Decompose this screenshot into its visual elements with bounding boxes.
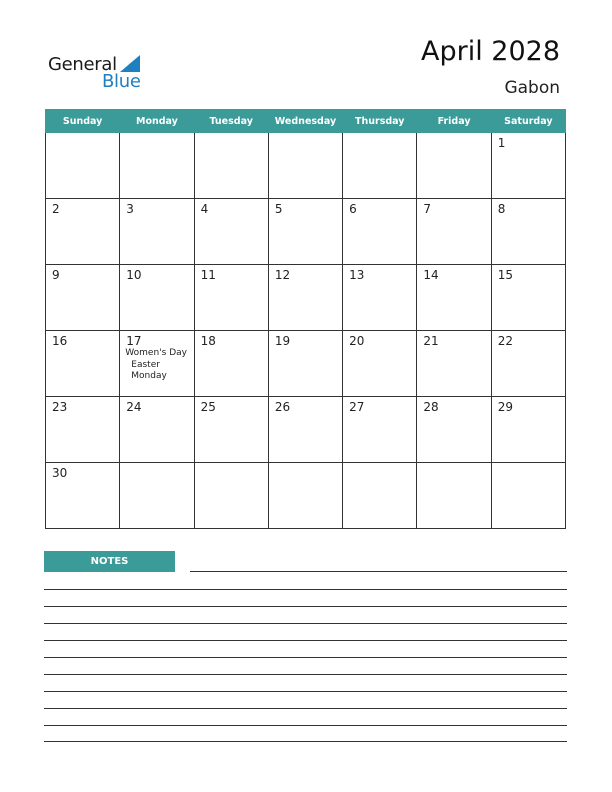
week-row — [46, 133, 566, 199]
notes-line — [44, 725, 567, 726]
page-title: April 2028 — [420, 36, 560, 67]
weekday-header: Sunday — [46, 110, 120, 133]
day-cell — [194, 265, 268, 331]
day-number: 12 — [274, 268, 291, 282]
day-cell — [417, 133, 491, 199]
day-cell — [194, 331, 268, 397]
day-number: 11 — [200, 268, 216, 282]
day-cell — [268, 133, 342, 199]
notes-label: NOTES — [44, 551, 175, 572]
day-cell — [343, 133, 417, 199]
day-number: 14 — [423, 268, 439, 282]
day-cell — [194, 463, 268, 529]
day-cell — [120, 463, 194, 529]
day-cell — [120, 397, 194, 463]
day-cell — [491, 133, 565, 199]
day-number: 3 — [126, 202, 134, 216]
week-row — [46, 265, 566, 331]
day-cell — [194, 133, 268, 199]
day-cell — [491, 265, 565, 331]
week-row — [46, 397, 566, 463]
day-cell — [343, 265, 417, 331]
day-number: 24 — [126, 400, 142, 414]
weekday-header: Friday — [417, 110, 491, 133]
day-cell — [491, 199, 565, 265]
day-cell — [417, 463, 491, 529]
weekday-header: Tuesday — [194, 110, 268, 133]
country-name: Gabon — [504, 78, 560, 98]
calendar-grid — [45, 109, 566, 529]
day-number: 29 — [497, 400, 513, 414]
day-cell — [46, 199, 120, 265]
notes-line — [44, 691, 567, 692]
logo-general-text: General — [48, 54, 117, 75]
day-number: 30 — [52, 466, 68, 480]
day-cell — [343, 331, 417, 397]
day-cell — [491, 463, 565, 529]
day-cell — [194, 397, 268, 463]
notes-line — [44, 589, 567, 590]
day-cell — [120, 265, 194, 331]
day-cell — [417, 265, 491, 331]
day-cell — [417, 331, 491, 397]
week-row — [46, 331, 566, 397]
day-number: 17 — [126, 334, 142, 348]
weekday-header: Wednesday — [268, 110, 342, 133]
day-number: 15 — [497, 268, 513, 282]
day-cell — [268, 331, 342, 397]
day-cell — [46, 331, 120, 397]
weekday-header: Monday — [120, 110, 194, 133]
day-cell — [120, 133, 194, 199]
notes-line — [44, 741, 567, 742]
notes-line — [44, 674, 567, 675]
day-cell — [268, 463, 342, 529]
day-cell — [491, 397, 565, 463]
logo-triangle-icon — [120, 55, 140, 72]
weekday-header-row — [46, 110, 566, 133]
day-number: 23 — [52, 400, 68, 414]
day-cell — [120, 331, 194, 397]
day-number: 22 — [497, 334, 513, 348]
day-cell — [120, 199, 194, 265]
holiday-easter-monday: Easter Monday — [131, 359, 167, 381]
day-number: 27 — [349, 400, 365, 414]
day-number: 10 — [126, 268, 142, 282]
day-number: 1 — [497, 136, 506, 150]
day-number: 4 — [200, 202, 209, 216]
day-cell — [194, 199, 268, 265]
notes-line — [190, 571, 567, 572]
day-cell — [417, 397, 491, 463]
day-cell — [268, 199, 342, 265]
day-number: 19 — [274, 334, 291, 348]
day-number: 18 — [200, 334, 216, 348]
weekday-header: Thursday — [343, 110, 417, 133]
day-cell — [491, 331, 565, 397]
day-cell — [343, 463, 417, 529]
week-row — [46, 463, 566, 529]
day-cell — [46, 265, 120, 331]
day-number: 7 — [423, 202, 432, 216]
week-row — [46, 199, 566, 265]
day-cell — [343, 199, 417, 265]
day-cell — [268, 265, 342, 331]
day-number: 8 — [497, 202, 506, 216]
holiday-events — [125, 348, 193, 383]
day-number: 26 — [274, 400, 291, 414]
day-number: 25 — [200, 400, 216, 414]
notes-line — [44, 623, 567, 624]
notes-line — [44, 708, 567, 709]
day-number: 28 — [423, 400, 439, 414]
day-number: 5 — [274, 202, 283, 216]
day-cell — [46, 463, 120, 529]
day-cell — [46, 133, 120, 199]
day-cell — [417, 199, 491, 265]
day-number: 9 — [52, 268, 60, 282]
notes-line — [44, 640, 567, 641]
day-number: 21 — [423, 334, 439, 348]
day-number: 16 — [52, 334, 68, 348]
logo-blue-text: Blue — [102, 71, 141, 92]
holiday-womens-day: Women's Day — [125, 348, 187, 358]
day-number: 20 — [349, 334, 365, 348]
day-number: 2 — [52, 202, 60, 216]
day-cell — [343, 397, 417, 463]
day-cell — [46, 397, 120, 463]
notes-line — [44, 657, 567, 658]
logo — [48, 52, 158, 92]
notes-line — [44, 606, 567, 607]
day-number: 13 — [349, 268, 365, 282]
weekday-header: Saturday — [491, 110, 565, 133]
day-number: 6 — [349, 202, 357, 216]
day-cell — [268, 397, 342, 463]
